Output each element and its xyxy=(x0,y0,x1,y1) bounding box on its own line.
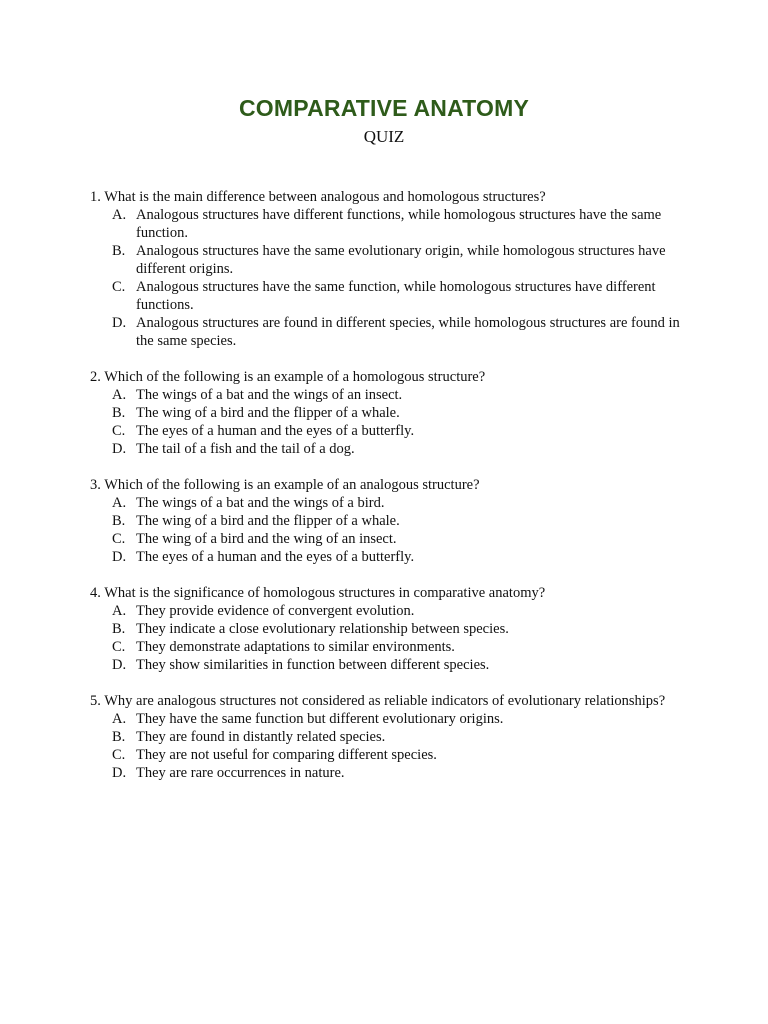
option-letter: A. xyxy=(112,387,127,403)
document-subtitle: QUIZ xyxy=(363,127,405,146)
question-number: 5. xyxy=(90,693,101,709)
question-3 xyxy=(90,476,690,566)
option-item xyxy=(90,764,690,782)
option-text: The tail of a fish and the tail of a dog. xyxy=(136,441,355,457)
question-text xyxy=(90,476,690,494)
option-letter: A. xyxy=(112,711,127,727)
option-letter: C. xyxy=(112,639,126,655)
option-item xyxy=(90,404,690,422)
option-text: Analogous structures have different functions, while homologous structures have the same function. xyxy=(136,207,662,241)
option-letter: A. xyxy=(112,207,127,223)
option-text: The wing of a bird and the wing of an insect. xyxy=(136,531,397,547)
option-letter: B. xyxy=(112,729,126,745)
option-text: They are not useful for comparing different species. xyxy=(136,747,437,763)
option-item xyxy=(90,206,690,242)
question-text xyxy=(90,368,690,386)
option-letter: A. xyxy=(112,603,127,619)
option-letter: B. xyxy=(112,513,126,529)
option-letter: D. xyxy=(112,315,127,331)
option-letter: C. xyxy=(112,279,126,295)
option-list xyxy=(90,206,690,350)
option-list xyxy=(90,710,690,782)
option-text: The eyes of a human and the eyes of a butterfly. xyxy=(136,549,415,565)
option-item xyxy=(90,620,690,638)
option-text: The wing of a bird and the flipper of a whale. xyxy=(136,405,400,421)
question-1 xyxy=(90,188,690,350)
option-letter: D. xyxy=(112,657,127,673)
question-prompt: What is the main difference between analogous and homologous structures? xyxy=(104,189,546,205)
option-item xyxy=(90,746,690,764)
option-letter: D. xyxy=(112,441,127,457)
question-text xyxy=(90,584,690,602)
option-text: The wings of a bat and the wings of a bird. xyxy=(136,495,385,511)
option-text: Analogous structures have the same evolutionary origin, while homologous structures have different origins. xyxy=(136,243,666,277)
option-text: They are found in distantly related species. xyxy=(136,729,386,745)
option-text: They have the same function but different evolutionary origins. xyxy=(136,711,504,727)
question-number: 4. xyxy=(90,585,101,601)
option-item xyxy=(90,602,690,620)
option-letter: C. xyxy=(112,747,126,763)
option-letter: A. xyxy=(112,495,127,511)
question-number: 2. xyxy=(90,369,101,385)
option-letter: C. xyxy=(112,531,126,547)
option-item xyxy=(90,710,690,728)
document-title: COMPARATIVE ANATOMY xyxy=(238,95,530,121)
option-item xyxy=(90,512,690,530)
question-prompt: Which of the following is an example of a homologous structure? xyxy=(104,369,486,385)
option-letter: B. xyxy=(112,405,126,421)
option-item xyxy=(90,494,690,512)
option-item xyxy=(90,530,690,548)
option-list xyxy=(90,494,690,566)
option-text: They indicate a close evolutionary relationship between species. xyxy=(136,621,509,637)
option-item xyxy=(90,728,690,746)
option-letter: C. xyxy=(112,423,126,439)
question-2 xyxy=(90,368,690,458)
option-text: They demonstrate adaptations to similar environments. xyxy=(136,639,455,655)
option-text: They are rare occurrences in nature. xyxy=(136,765,345,781)
option-item xyxy=(90,314,690,350)
option-letter: B. xyxy=(112,243,126,259)
option-item xyxy=(90,440,690,458)
option-letter: D. xyxy=(112,549,127,565)
option-text: They show similarities in function between different species. xyxy=(136,657,490,673)
option-text: The eyes of a human and the eyes of a butterfly. xyxy=(136,423,415,439)
question-prompt: Which of the following is an example of an analogous structure? xyxy=(104,477,480,493)
question-prompt: What is the significance of homologous structures in comparative anatomy? xyxy=(104,585,546,601)
question-number: 1. xyxy=(90,189,101,205)
option-text: They provide evidence of convergent evolution. xyxy=(136,603,415,619)
option-item xyxy=(90,422,690,440)
option-letter: B. xyxy=(112,621,126,637)
option-item xyxy=(90,386,690,404)
option-text: The wings of a bat and the wings of an insect. xyxy=(136,387,403,403)
question-text xyxy=(90,188,690,206)
option-item xyxy=(90,548,690,566)
question-number: 3. xyxy=(90,477,101,493)
question-prompt: Why are analogous structures not considered as reliable indicators of evolutionary relationships? xyxy=(104,693,666,709)
question-text xyxy=(90,692,690,710)
option-item xyxy=(90,278,690,314)
option-text: Analogous structures are found in different species, while homologous structures are found in the same species. xyxy=(136,315,680,349)
option-item xyxy=(90,638,690,656)
quiz-body xyxy=(90,188,690,800)
option-text: Analogous structures have the same function, while homologous structures have different functions. xyxy=(136,279,656,313)
option-list xyxy=(90,602,690,674)
option-list xyxy=(90,386,690,458)
question-4 xyxy=(90,584,690,674)
option-text: The wing of a bird and the flipper of a whale. xyxy=(136,513,400,529)
question-5 xyxy=(90,692,690,782)
option-item xyxy=(90,242,690,278)
option-item xyxy=(90,656,690,674)
option-letter: D. xyxy=(112,765,127,781)
